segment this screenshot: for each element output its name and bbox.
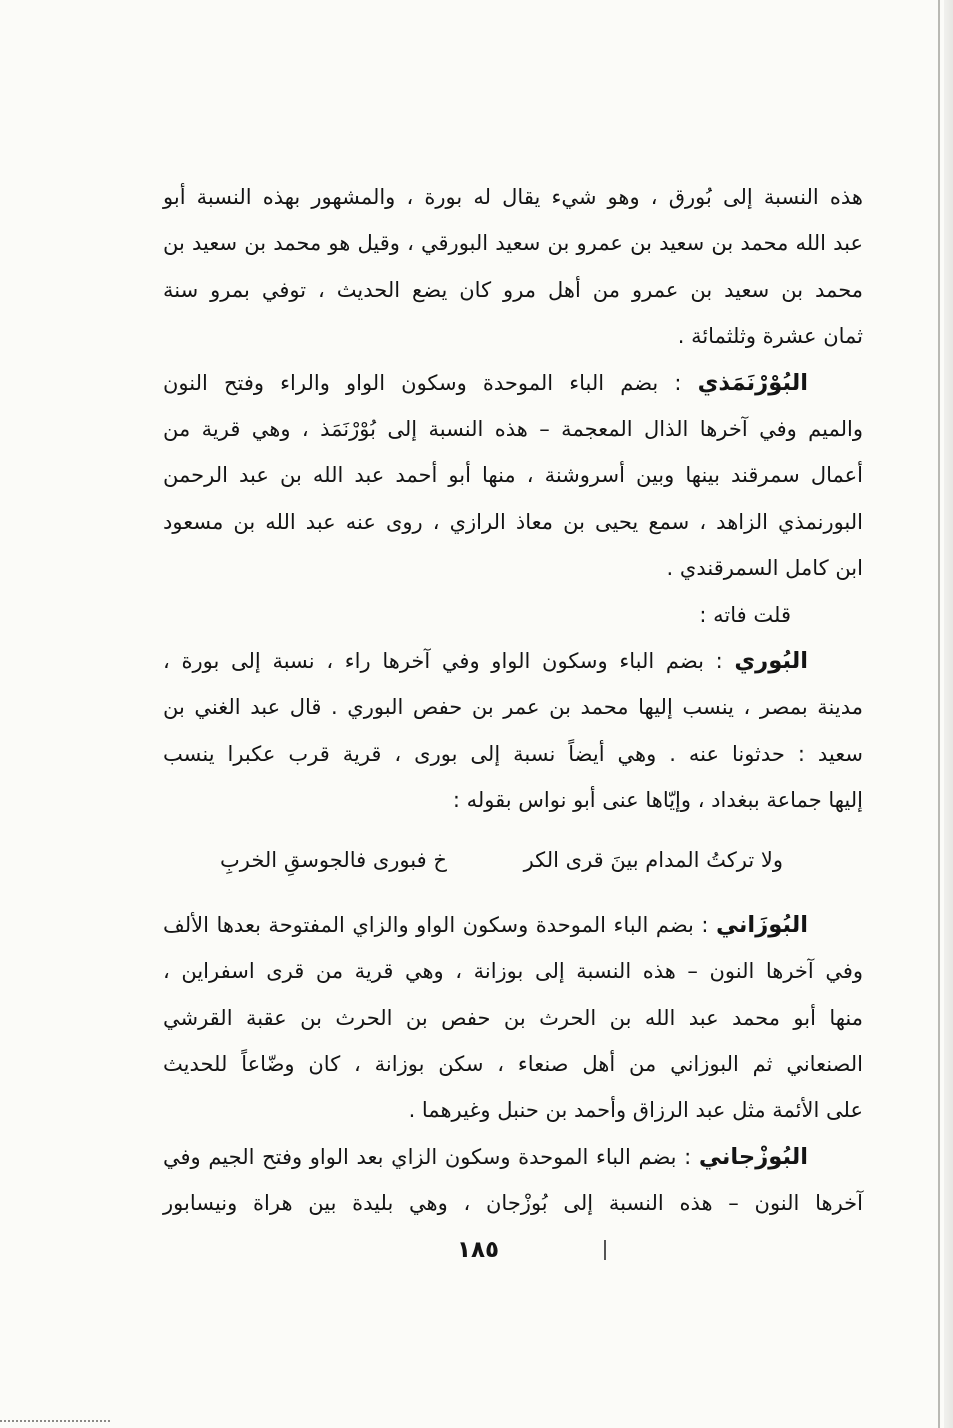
text-line [163,731,863,777]
text-line [163,1087,863,1133]
line-text: ابن كامل السمرقندي . [666,556,863,581]
line-text: على الأئمة مثل عبد الرزاق وأحمد بن حنبل وغيرهما . [408,1098,863,1123]
line-text: سعيد : حدثونا عنه . وهي أيضاً نسبة إلى بورى ، قرية قرب عكبرا ينسب [163,741,863,766]
entry-heading-line [163,360,863,406]
line-text: : بضم الباء وسكون الواو وفي آخرها راء ، نسبة إلى بورة ، [163,649,735,674]
line-text: ثمان عشرة وثلثمائة . [677,324,863,349]
scan-artifact-mark [604,1240,606,1260]
line-text: : بضم الباء الموحدة وسكون الواو والراء وفتح النون [163,370,698,395]
scan-artifact-dots [0,1420,110,1422]
text-line [163,220,863,266]
line-text: أعمال سمرقند بينها وبين أسروشنة ، منها أبو أحمد عبد الله بن عبد الرحمن [163,463,863,488]
text-line [163,499,863,545]
text-line [163,777,863,823]
text-line [163,995,863,1041]
text-line [163,452,863,498]
entry-headword: البُوزْجاني [698,1143,808,1170]
entry-heading-line [163,638,863,684]
line-text: قلت فاته : [699,602,791,627]
text-line [163,1041,863,1087]
line-text: آخرها النون – هذه النسبة إلى بُوزْجان ، وهي بليدة بين هراة ونيسابور [163,1191,863,1216]
line-text: هذه النسبة إلى بُورق ، وهو شيء يقال له بورة ، والمشهور بهذه النسبة أبو [163,185,863,209]
entry-headword: البُوزَاني [715,911,808,938]
text-line [163,174,863,220]
line-text: وفي آخرها النون – هذه النسبة إلى بوزانة ، وهي قرية من قرى اسفراين ، [163,959,863,984]
text-line [163,948,863,994]
line-text: : بضم الباء الموحدة وسكون الزاي بعد الواو وفتح الجيم وفي [163,1144,699,1169]
verse-second-hemistich: خ فبورى فالجوسقِ الخربِ [220,847,447,872]
verse-first-hemistich: ولا تركتُ المدام بينَ قرى الكر [523,847,783,872]
text-line [163,406,863,452]
text-line [163,267,863,313]
line-text: الصنعاني ثم البوزاني من أهل صنعاء ، سكن بوزانة ، كان وضّاعاً للحديث [163,1051,863,1076]
page-number: ١٨٥ [456,1237,500,1263]
line-text: محمد بن سعيد بن عمرو من أهل مرو كان يضع الحديث ، توفي بمرو سنة [163,277,863,302]
entry-headword: البُوْرْنَمَذي [697,369,808,396]
line-text: البورنمذي الزاهد ، سمع يحيى بن معاذ الرازي ، روى عنه عبد الله بن مسعود [163,509,863,534]
text-line [163,545,863,591]
page-edge-shadow [944,0,953,1428]
line-text: إليها جماعة ببغداد ، وإيّاها عنى أبو نواس بقوله : [452,788,863,813]
editor-note-line [163,592,863,638]
line-text: منها أبو محمد عبد الله بن الحرث بن حفص بن الحرث بن عقبة القرشي [163,1005,863,1030]
line-text: عبد الله محمد بن سعيد بن عمرو بن سعيد البورقي ، وقيل هو محمد بن سعيد بن [163,231,863,256]
line-text: مدينة بمصر ، ينسب إليها محمد بن عمر بن حفص البوري . قال عبد الغني بن [163,695,863,720]
line-text: والميم وفي آخرها الذال المعجمة – هذه النسبة إلى بُوْرْنَمَذ ، وهي قرية من [163,417,863,442]
text-line [163,684,863,730]
page-body [163,174,863,1227]
entry-heading-line [163,902,863,948]
entry-headword: البُوري [734,648,808,675]
poetry-verse [163,837,863,883]
line-text: : بضم الباء الموحدة وسكون الواو والزاي المفتوحة بعدها الألف [163,912,716,937]
entry-heading-line [163,1134,863,1180]
page-edge-line [938,0,940,1428]
text-line [163,313,863,359]
text-line [163,1180,863,1226]
